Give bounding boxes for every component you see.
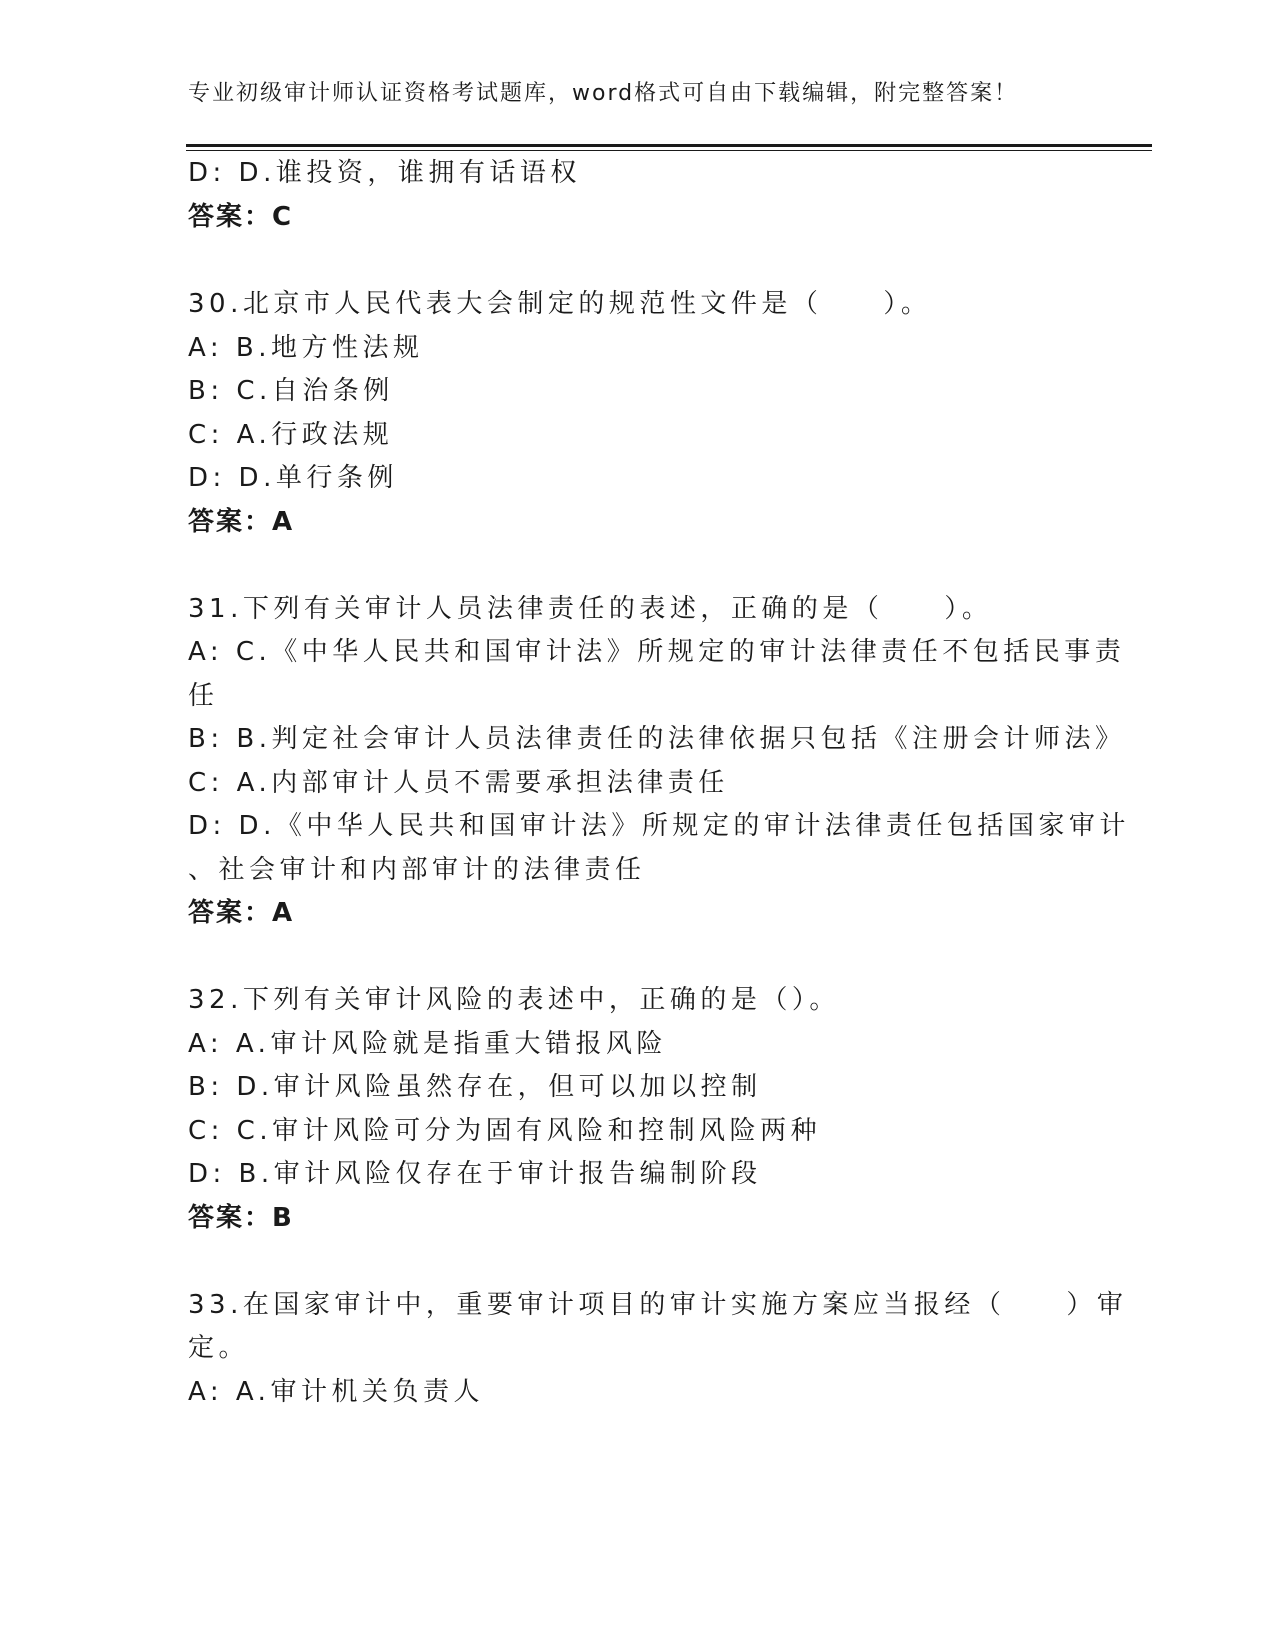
option-line: D: B.审计风险仅存在于审计报告编制阶段 [188, 1159, 762, 1189]
question-line: 32.下列有关审计风险的表述中，正确的是（）。 [188, 985, 840, 1015]
question-line: 31.下列有关审计人员法律责任的表述，正确的是（ ）。 [188, 594, 993, 624]
option-line: D: D.谁投资，谁拥有话语权 [188, 158, 581, 188]
question-line: 33.在国家审计中，重要审计项目的审计实施方案应当报经（ ）审 [188, 1290, 1128, 1320]
option-line: B: B.判定社会审计人员法律责任的法律依据只包括《注册会计师法》 [188, 724, 1126, 754]
question-line-continuation: 定。 [188, 1333, 250, 1363]
page-header: 专业初级审计师认证资格考试题库，word格式可自由下载编辑，附完整答案！ [188, 81, 1019, 106]
option-line: A: A.审计机关负责人 [188, 1377, 484, 1407]
option-line: B: D.审计风险虽然存在，但可以加以控制 [188, 1072, 762, 1102]
header-divider-thick [186, 144, 1152, 147]
answer-line: 答案：C [188, 202, 294, 232]
option-line: B: C.自治条例 [188, 376, 394, 406]
option-line: A: B.地方性法规 [188, 333, 424, 363]
header-divider-thin [186, 150, 1152, 151]
option-line: D: D.单行条例 [188, 463, 398, 493]
option-line: C: C.审计风险可分为固有风险和控制风险两种 [188, 1116, 822, 1146]
option-line-continuation: 任 [188, 681, 219, 711]
question-line: 30.北京市人民代表大会制定的规范性文件是（ ）。 [188, 289, 932, 319]
option-line: C: A.行政法规 [188, 420, 394, 450]
option-line: C: A.内部审计人员不需要承担法律责任 [188, 768, 729, 798]
option-line: D: D.《中华人民共和国审计法》所规定的审计法律责任包括国家审计 [188, 811, 1130, 841]
option-line-continuation: 、社会审计和内部审计的法律责任 [188, 855, 646, 885]
answer-line: 答案：A [188, 507, 295, 537]
option-line: A: A.审计风险就是指重大错报风险 [188, 1029, 667, 1059]
answer-line: 答案：A [188, 898, 295, 928]
option-line: A: C.《中华人民共和国审计法》所规定的审计法律责任不包括民事责 [188, 637, 1126, 667]
answer-line: 答案：B [188, 1203, 294, 1233]
